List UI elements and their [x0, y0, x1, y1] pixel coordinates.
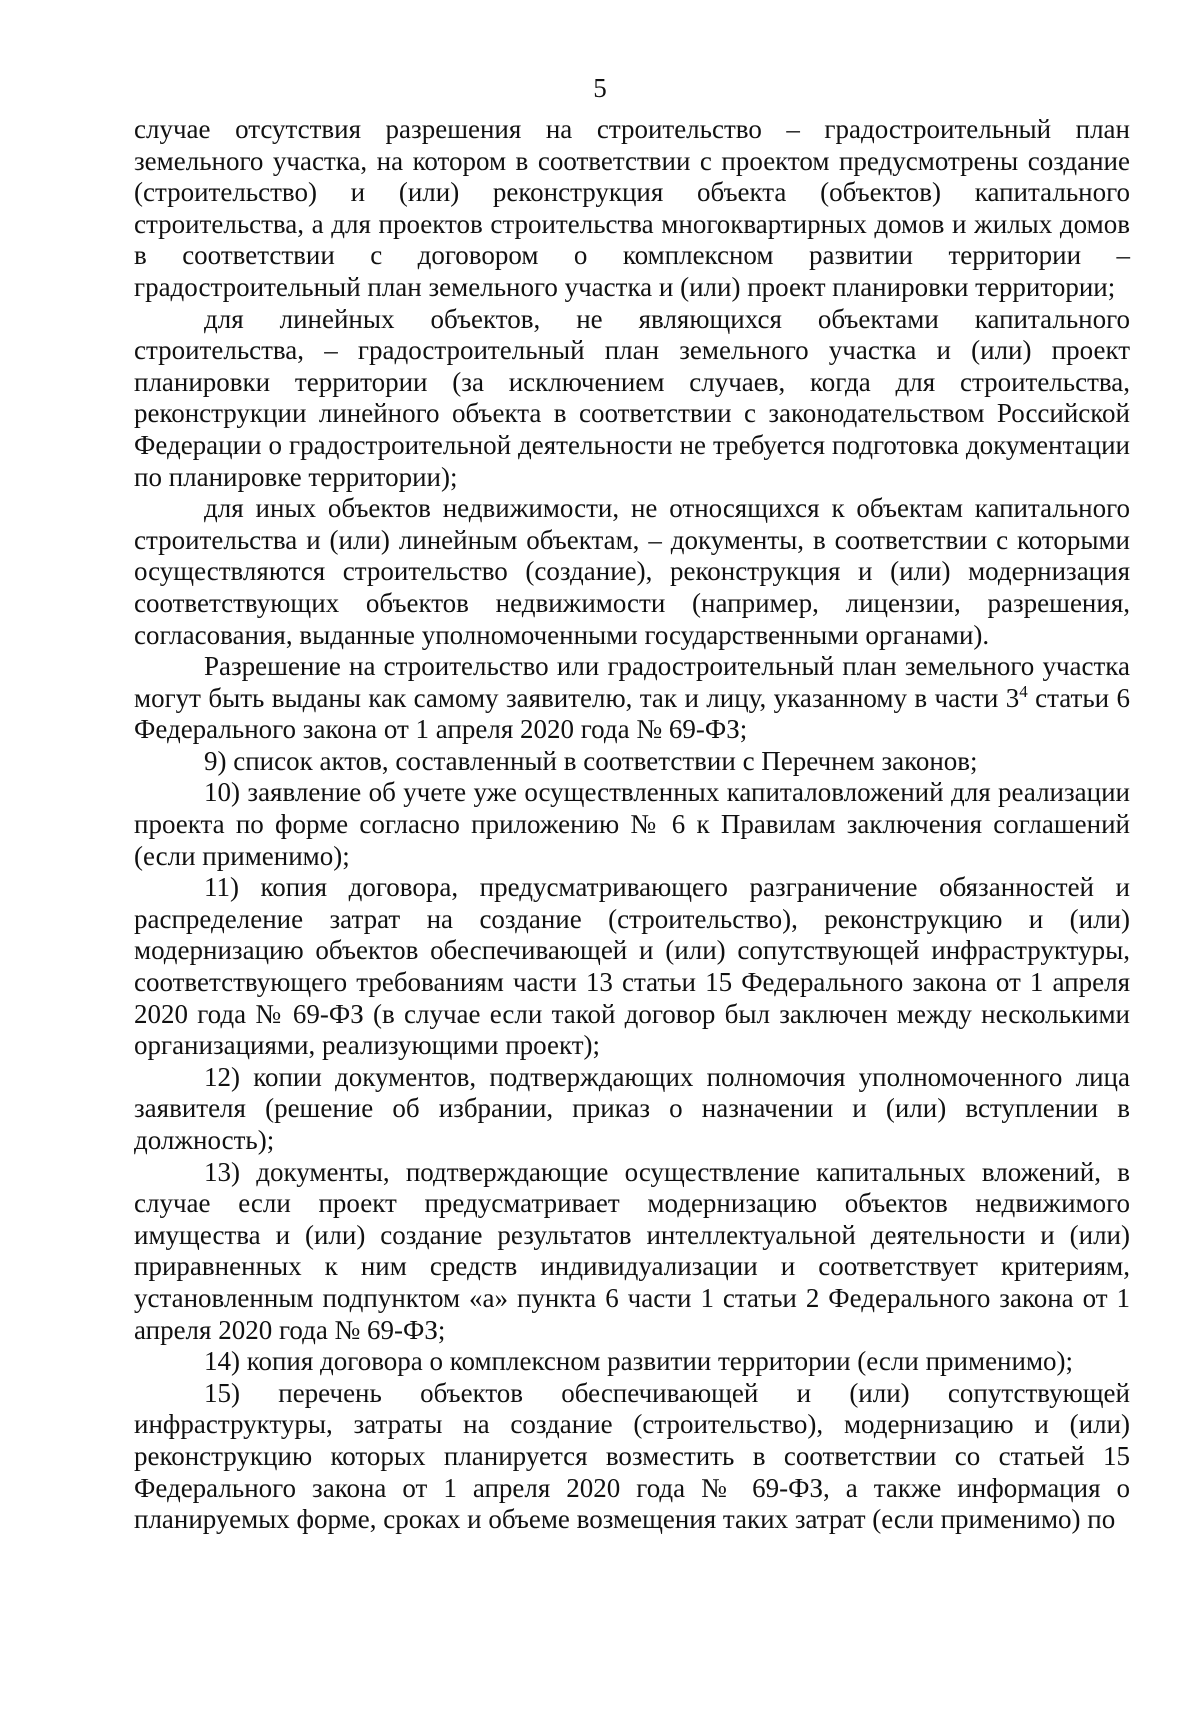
document-body: [134, 114, 1130, 1536]
list-item-11: 11) копия договора, предусматривающего разграничение обязанностей и распределение затрат на создание (строительство), реконструкцию и (или) модернизацию объектов обеспечивающей и (или) сопутствующей инфраструктуры, соответствующего требованиям части 13 статьи 15 Федерального закона от 1 апреля 2020 года № 69-ФЗ (в случае если такой договор был заключен между несколькими организациями, реализующими проект);: [134, 872, 1130, 1061]
permit-text-after: статьи 6 Федерального закона от 1 апреля 2020 года № 69-ФЗ;: [134, 682, 1130, 745]
permit-superscript: 4: [1019, 681, 1028, 701]
list-item-14: 14) копия договора о комплексном развитии территории (если применимо);: [204, 1346, 1074, 1377]
list-item-13: 13) документы, подтверждающие осуществление капитальных вложений, в случае если проект предусматривает модернизацию объектов недвижимого имущества и (или) создание результатов интеллектуальной деятельности и (или) приравненных к ним средств индивидуализации и соответствует критериям, установленным подпунктом «а» пункта 6 части 1 статьи 2 Федерального закона от 1 апреля 2020 года № 69-ФЗ;: [134, 1156, 1130, 1345]
permit-text-before: Разрешение на строительство или градостроительный план земельного участка могут быть выданы как самому заявителю, так и лицу, указанному в части 3: [134, 651, 1130, 713]
paragraph-construction-permit-continuation: случае отсутствия разрешения на строительство – градостроительный план земельного участка, на котором в соответствии с проектом предусмотрены создание (строительство) и (или) реконструкция объекта (объектов) капитального строительства, а для проектов строительства многоквартирных домов и жилых домов в соответствии с договором о комплексном развитии территории – градостроительный план земельного участка и (или) проект планировки территории;: [134, 114, 1130, 302]
page-number: 5: [593, 73, 607, 103]
list-item-10: 10) заявление об учете уже осуществленных капиталовложений для реализации проекта по форме согласно приложению № 6 к Правилам заключения соглашений (если применимо);: [134, 777, 1130, 871]
list-item-15: 15) перечень объектов обеспечивающей и (или) сопутствующей инфраструктуры, затраты на создание (строительство), модернизацию и (или) реконструкцию которых планируется возместить в соответствии со статьей 15 Федерального закона от 1 апреля 2020 года № 69-ФЗ, а также информация о планируемых форме, сроках и объеме возмещения таких затрат (если применимо) по: [134, 1377, 1130, 1535]
list-item-12: 12) копии документов, подтверждающих полномочия уполномоченного лица заявителя (решение об избрании, приказ о назначении и (или) вступлении в должность);: [134, 1061, 1130, 1155]
paragraph-permit-issuance: [134, 651, 1130, 746]
list-item-9: 9) список актов, составленный в соответствии с Перечнем законов;: [204, 745, 978, 776]
paragraph-other-real-estate: для иных объектов недвижимости, не относящихся к объектам капитального строительства и (или) линейным объектам, – документы, в соответствии с которыми осуществляются строительство (создание), реконструкция и (или) модернизация соответствующих объектов недвижимости (например, лицензии, разрешения, согласования, выданные уполномоченными государственными органами).: [134, 493, 1130, 650]
paragraph-linear-objects: для линейных объектов, не являющихся объектами капитального строительства, – градостроительный план земельного участка и (или) проект планировки территории (за исключением случаев, когда для строительства, реконструкции линейного объекта в соответствии с законодательством Российской Федерации о градостроительной деятельности не требуется подготовка документации по планировке территории);: [134, 303, 1130, 492]
